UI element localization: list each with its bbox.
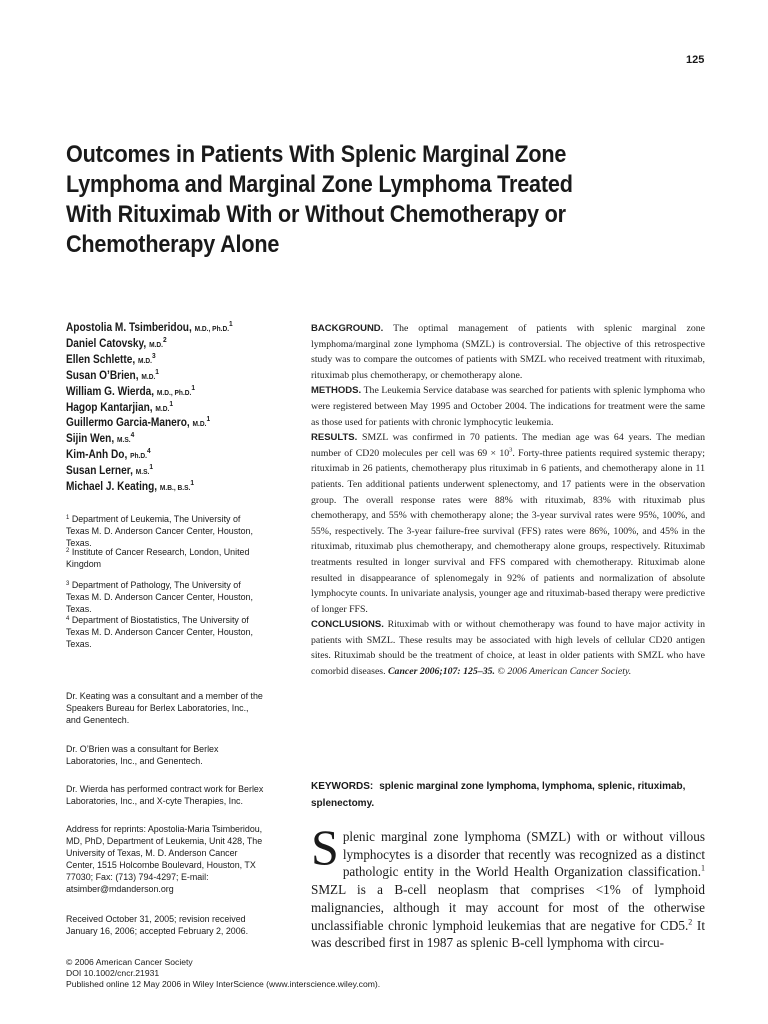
- author: [66, 382, 255, 401]
- author-degree: M.D.: [192, 419, 207, 429]
- abstract-background: [311, 321, 705, 383]
- author-degree: M.D., Ph.D.: [194, 324, 230, 333]
- author-name: Guillermo Garcia-Manero,: [66, 417, 190, 430]
- author-affiliation-mark: 1: [206, 414, 211, 424]
- superscript: 3: [509, 446, 513, 454]
- affiliation-text: Department of Biostatistics, The University of Texas M. D. Anderson Cancer Center, Houston, Texas.: [66, 615, 253, 649]
- affiliation: [66, 546, 264, 570]
- disclosure-note: Dr. O’Brien was a consultant for Berlex Laboratories, Inc., and Genentech.: [66, 744, 219, 766]
- affiliation-text: Department of Leukemia, The University of Texas M. D. Anderson Cancer Center, Houston, Texas.: [66, 514, 253, 548]
- author-name: Susan O’Brien,: [66, 369, 139, 382]
- author-name: Apostolia M. Tsimberidou,: [66, 322, 192, 334]
- author: [66, 448, 255, 464]
- author: [66, 350, 255, 369]
- reference-mark: 2: [688, 917, 693, 927]
- author-affiliation-mark: 3: [151, 350, 156, 360]
- section-label: METHODS.: [311, 385, 362, 397]
- author: [66, 398, 255, 417]
- affiliation: [66, 614, 264, 650]
- title-line: Outcomes in Patients With Splenic Marginal Zone: [66, 141, 567, 168]
- affiliation: [66, 513, 264, 549]
- author-affiliation-mark: 2: [163, 334, 167, 344]
- footer-copyright: © 2006 American Cancer Society: [66, 957, 193, 967]
- abstract-conclusions: [311, 617, 705, 679]
- abstract-methods: [311, 383, 705, 430]
- section-label: RESULTS.: [311, 432, 358, 444]
- keywords-label: KEYWORDS:: [311, 781, 374, 792]
- author: [66, 480, 255, 496]
- author-affiliation-mark: 1: [149, 462, 153, 472]
- affiliation: [66, 579, 264, 615]
- section-label: CONCLUSIONS.: [311, 619, 384, 631]
- copyright-citation: © 2006 American Cancer Society.: [497, 666, 632, 678]
- author-name: Daniel Catovsky,: [66, 337, 147, 350]
- body-text: plenic marginal zone lymphoma (SMZL) with or without villous lymphocytes is a disorder that recently was recognized as a distinct pathologic entity in the World Health Organization classification.: [342, 829, 705, 880]
- author: [66, 464, 255, 480]
- keywords-text: splenic marginal zone lymphoma, lymphoma, splenic, rituximab, splenectomy.: [311, 781, 686, 809]
- author-degree: M.D., Ph.D.: [156, 387, 192, 397]
- received-dates: Received October 31, 2005; revision received January 16, 2006; accepted February 2, 2006.: [66, 914, 249, 936]
- affiliation-number: 1: [66, 515, 70, 521]
- author-degree: M.S.: [135, 467, 150, 477]
- title-line: Chemotherapy Alone: [66, 231, 280, 258]
- body-text: It was described first in 1987 as splenic B-cell lymphoma with circu-: [311, 917, 705, 951]
- author-affiliation-mark: 4: [130, 430, 135, 440]
- author-degree: M.D.: [149, 339, 164, 349]
- section-text: The optimal management of patients with splenic marginal zone lymphoma/marginal zone lymphoma (SMZL) is controversial. The objective of this retrospective study was to compare the outcomes of patients with SMZL who received treatment with rituximab, rituximab plus chemotherapy, or chemotherapy alone.: [311, 323, 705, 381]
- disclosure-note: Dr. Keating was a consultant and a member of the Speakers Bureau for Berlex Laboratories, Inc., and Genentech.: [66, 691, 263, 725]
- author-affiliation-mark: 4: [146, 446, 151, 456]
- author-affiliation-mark: 1: [169, 398, 174, 408]
- disclosure-note: Dr. Wierda has performed contract work for Berlex Laboratories, Inc., and X-cyte Therapies, Inc.: [66, 784, 264, 806]
- keywords: [311, 779, 705, 812]
- author-name: Hagop Kantarjian,: [66, 401, 153, 414]
- abstract-results: [311, 430, 705, 617]
- article-title: [66, 140, 706, 260]
- author-degree: M.S.: [116, 435, 131, 445]
- author-degree: M.D.: [137, 355, 152, 365]
- affiliation-number: 3: [66, 581, 70, 587]
- author-degree: Ph.D.: [130, 451, 147, 461]
- author-affiliation-mark: 1: [155, 366, 159, 376]
- page-number: 125: [686, 54, 705, 66]
- affiliation-number: 4: [66, 616, 70, 622]
- author: [66, 432, 255, 448]
- body-paragraph: [311, 819, 705, 952]
- page-footer: [66, 957, 626, 989]
- reprint-address: Address for reprints: Apostolia-Maria Tsimberidou, MD, PhD, Department of Leukemia, Unit 428, The University of Texas, M. D. Anderson Cancer Center, 1515 Holcombe Boulevard, Houston, TX 77030; Fax: (713) 794-4297; E-mail: atsimber@mdanderson.org: [66, 824, 263, 894]
- author-list: [66, 321, 281, 496]
- author-name: Ellen Schlette,: [66, 353, 136, 366]
- affiliation-text: Institute of Cancer Research, London, United Kingdom: [66, 547, 250, 569]
- author-degree: M.D.: [141, 371, 156, 381]
- author-affiliation-mark: 1: [191, 382, 196, 392]
- author-degree: M.D.: [155, 403, 170, 413]
- author: [66, 366, 255, 385]
- author-affiliation-mark: 1: [229, 319, 233, 328]
- affiliation-text: Department of Pathology, The University of Texas M. D. Anderson Cancer Center, Houston, Texas.: [66, 580, 253, 614]
- author-name: Kim-Anh Do,: [66, 449, 128, 462]
- author-name: Susan Lerner,: [66, 465, 133, 478]
- section-text: SMZL was confirmed in 70 patients. The median age was 64 years. The median number of CD20 molecules per cell was 69 × 10: [311, 432, 706, 459]
- section-text: The Leukemia Service database was searched for patients with splenic lymphoma who were registered between May 1995 and October 2004. The indications for treatment were the same as those used for patients with chronic lymphocytic leukemia.: [311, 385, 705, 428]
- section-text: Rituximab with or without chemotherapy was found to have major activity in patients with SMZL. These results may be associated with high levels of cellular CD20 antigen sites. Rituximab should be the treatment of choice, at least in older patients with SMZL who have comorbid diseases.: [311, 619, 705, 678]
- author: [66, 334, 255, 353]
- author-affiliation-mark: 1: [190, 478, 195, 488]
- title-line: Lymphoma and Marginal Zone Lymphoma Treated: [66, 171, 573, 198]
- author-name: William G. Wierda,: [66, 385, 155, 398]
- affiliation-number: 2: [66, 548, 70, 554]
- section-text: . Forty-three patients required systemic therapy; rituximab in 26 patients, chemotherapy plus rituximab in 6 patients, and chemotherapy alone in 11 patients. Ten additional patients underwent splenectomy, and 17 patients were in the observation group. The overall response rates were 88% with rituximab, 83% with rituximab plus chemotherapy, and 55% with chemotherapy alone; the 3-year survival rates were 95%, 100%, and 55%, respectively. The 3-year failure-free survival (FFS) rates were 86%, 100%, and 45% in the rituximab, rituximab plus chemotherapy, and chemotherapy alone groups, respectively. Rituximab treatments resulted in longer survival and FFS compared with chemotherapy. Rituximab alone resulted in disappearance of splenomegaly in 92% of patients and normalization of absolute lymphocyte counts. In univariate analysis, younger age and rituximab-based therapy were predictive of longer FFS.: [311, 447, 705, 615]
- section-label: BACKGROUND.: [311, 323, 384, 334]
- author-degree: M.B., B.S.: [159, 483, 191, 493]
- title-line: With Rituximab With or Without Chemotherapy or: [66, 201, 566, 228]
- footer-doi: DOI 10.1002/cncr.21931: [66, 967, 160, 978]
- reference-mark: 1: [701, 864, 705, 874]
- author: [66, 416, 255, 432]
- journal-citation: Cancer 2006;107: 125–35.: [388, 666, 495, 678]
- author: [66, 321, 255, 337]
- body-text: SMZL is a B-cell neoplasm that comprises <1% of lymphoid malignancies, although it may account for most of the otherwise unclassifiable chronic lymphoid leukemias that are negative for CD5.: [311, 882, 705, 933]
- abstract: [311, 321, 705, 680]
- drop-cap: S: [311, 819, 339, 875]
- author-name: Michael J. Keating,: [66, 481, 158, 494]
- footer-publication: Published online 12 May 2006 in Wiley InterScience (www.interscience.wiley.com).: [66, 978, 381, 989]
- author-name: Sijin Wen,: [66, 433, 115, 446]
